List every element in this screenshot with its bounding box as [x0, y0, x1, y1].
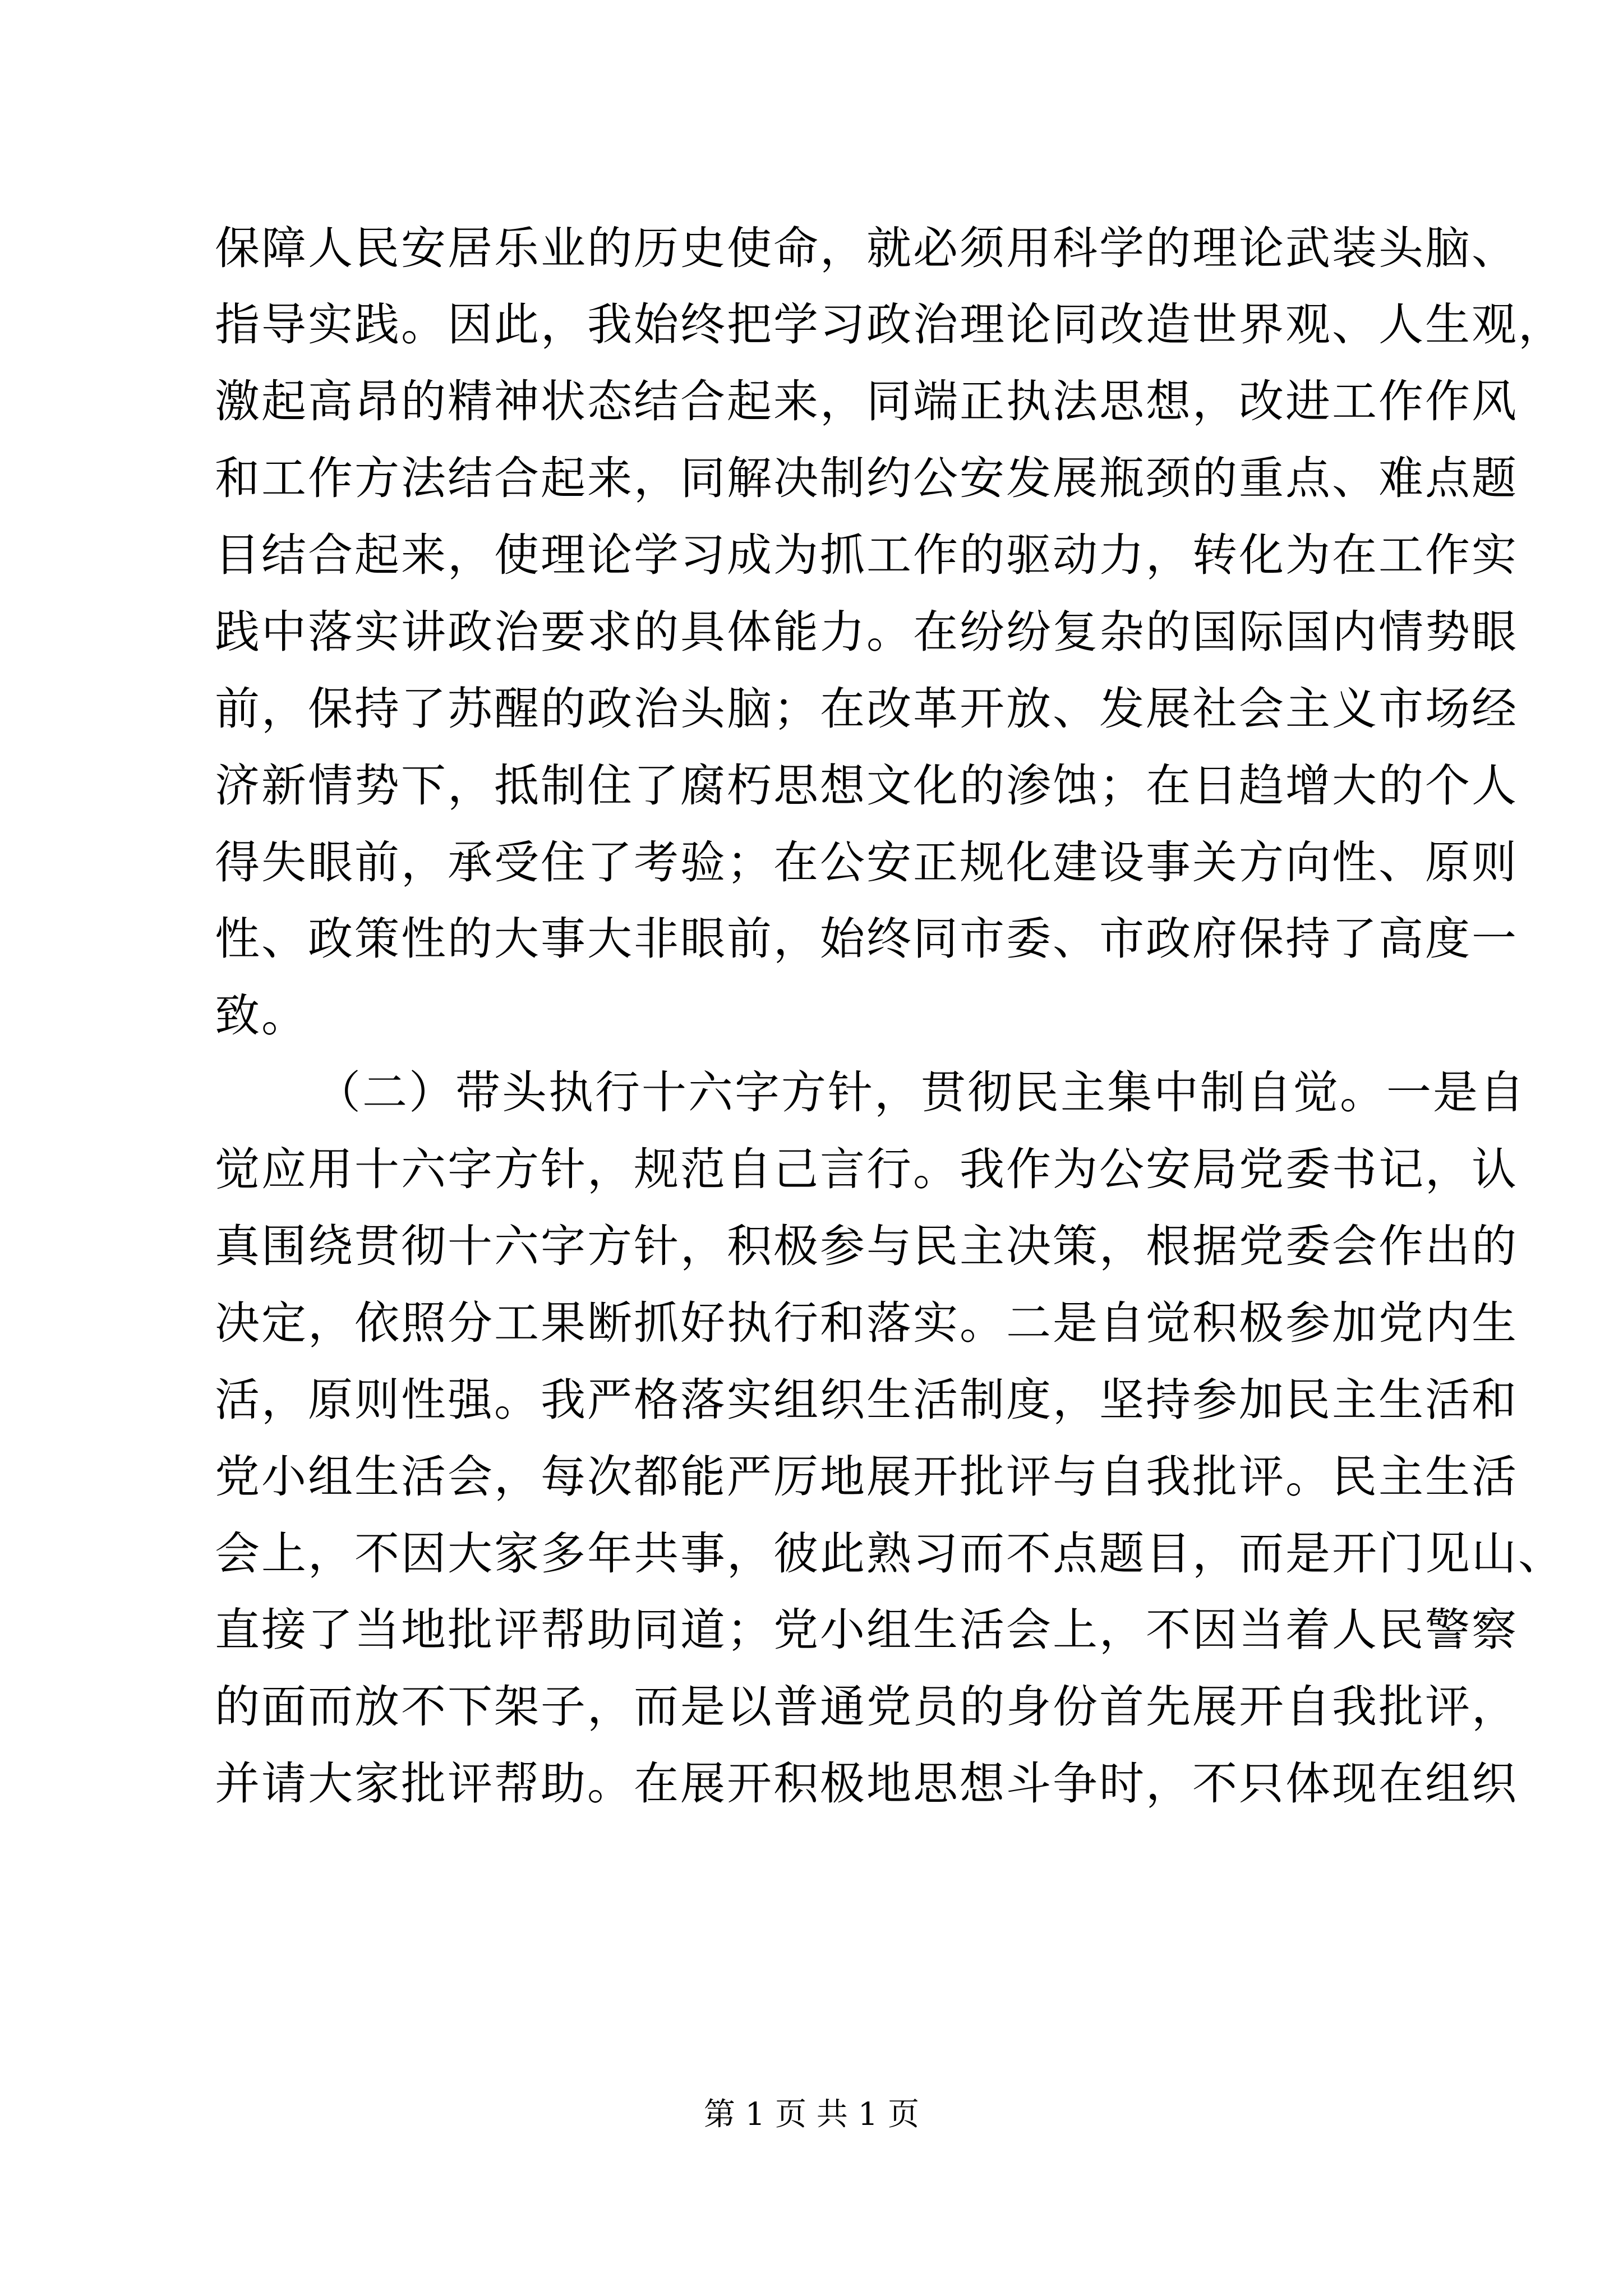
- text-line: 直接了当地批评帮助同道；党小组生活会上，不因当着人民警察: [215, 1604, 1518, 1656]
- text-line: 得失眼前，承受住了考验；在公安正规化建设事关方向性、原则: [215, 836, 1518, 889]
- text-line: 会上，不因大家多年共事，彼此熟习而不点题目，而是开门见山、: [215, 1527, 1565, 1580]
- text-line: 活，原则性强。我严格落实组织生活制度，坚持参加民主生活和: [215, 1374, 1518, 1426]
- text-line: 性、政策性的大事大非眼前，始终同市委、市政府保持了高度一: [215, 913, 1518, 965]
- text-line: 的面而放不下架子，而是以普通党员的身份首先展开自我批评，: [215, 1681, 1518, 1733]
- text-line: 践中落实讲政治要求的具体能力。在纷纷复杂的国际国内情势眼: [215, 606, 1518, 658]
- text-line: 致。: [215, 990, 308, 1042]
- text-line: 指导实践。因此，我始终把学习政治理论同改造世界观、人生观，: [215, 298, 1565, 351]
- text-line: （二）带头执行十六字方针，贯彻民主集中制自觉。一是自: [316, 1066, 1526, 1119]
- text-line: 保障人民安居乐业的历史使命，就必须用科学的理论武装头脑、: [215, 222, 1518, 274]
- text-line: 党小组生活会，每次都能严厉地展开批评与自我批评。民主生活: [215, 1451, 1518, 1503]
- text-line: 和工作方法结合起来，同解决制约公安发展瓶颈的重点、难点题: [215, 452, 1518, 504]
- text-line: 并请大家批评帮助。在展开积极地思想斗争时，不只体现在组织: [215, 1757, 1518, 1810]
- page-number-footer: 第 1 页 共 1 页: [703, 2096, 920, 2133]
- text-line: 目结合起来，使理论学习成为抓工作的驱动力，转化为在工作实: [215, 529, 1518, 581]
- text-line: 前，保持了苏醒的政治头脑；在改革开放、发展社会主义市场经: [215, 683, 1518, 735]
- text-line: 真围绕贯彻十六字方针，积极参与民主决策，根据党委会作出的: [215, 1220, 1518, 1272]
- text-line: 决定，依照分工果断抓好执行和落实。二是自觉积极参加党内生: [215, 1297, 1518, 1349]
- text-line: 济新情势下，抵制住了腐朽思想文化的渗蚀；在日趋增大的个人: [215, 760, 1518, 812]
- text-line: 激起高昂的精神状态结合起来，同端正执法思想，改进工作作风: [215, 375, 1518, 427]
- text-line: 觉应用十六字方针，规范自己言行。我作为公安局党委书记，认: [215, 1143, 1518, 1195]
